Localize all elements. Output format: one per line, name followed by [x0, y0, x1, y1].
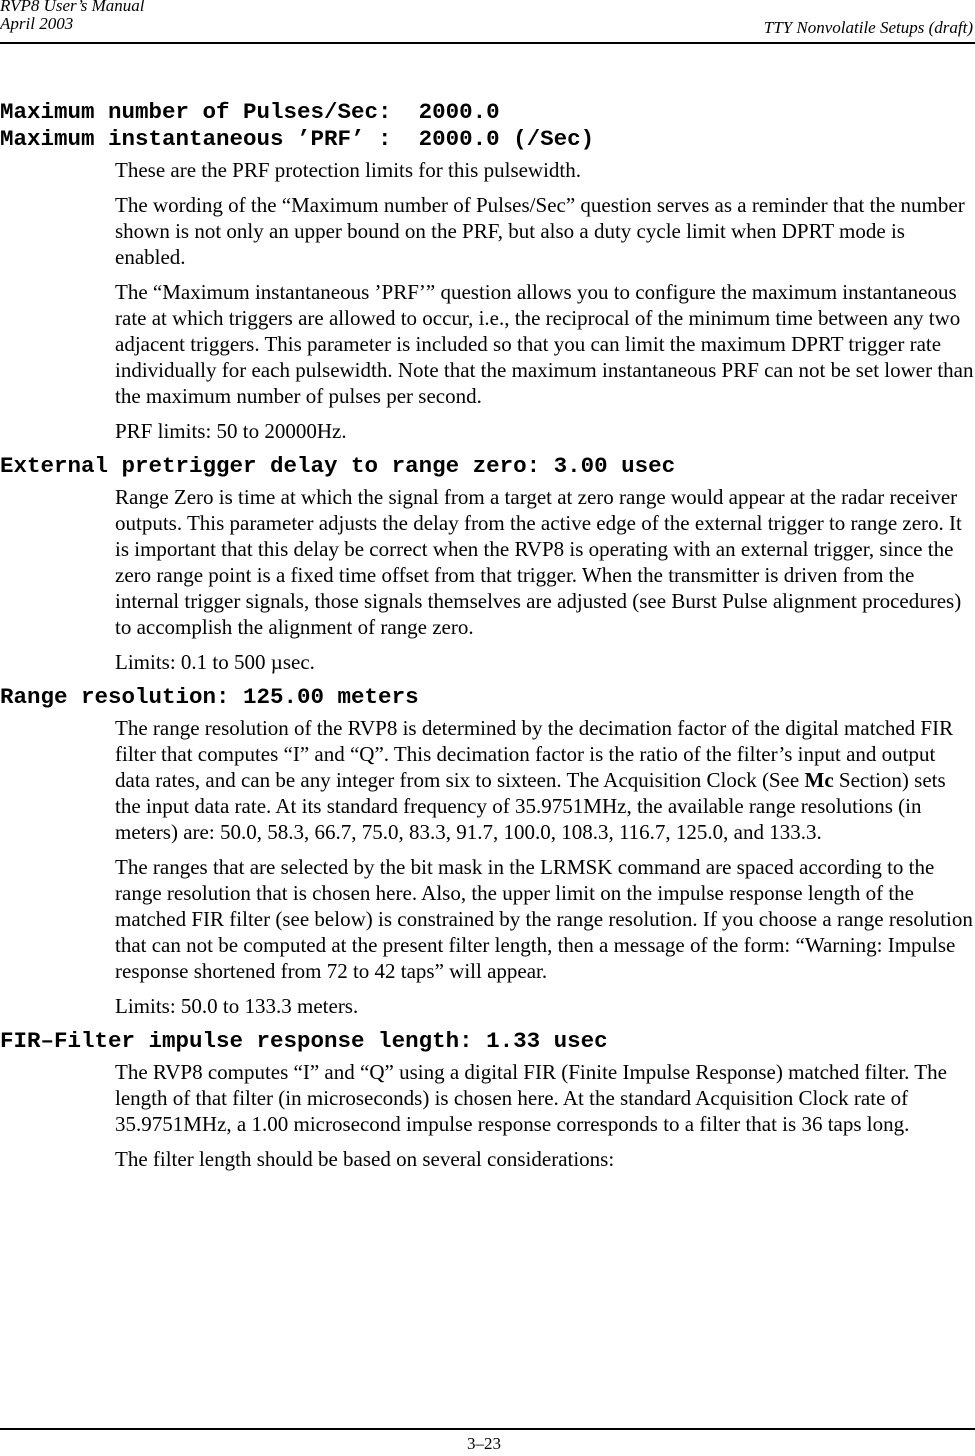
paragraph — [115, 715, 975, 845]
section-range-resolution — [0, 684, 975, 1019]
section-fir-filter — [0, 1028, 975, 1172]
paragraph-text: The range resolution of the RVP8 is determined by the decimation factor of the digital matched FIR filter that computes “I” and “Q”. This decimation factor is the ratio of the filter’s input and output data rates, and can be any integer from six to sixteen. The Acquisition Clock (See — [115, 716, 954, 792]
section-pretrigger — [0, 453, 975, 675]
header-date: April 2003 — [0, 14, 74, 33]
page-header — [0, 0, 975, 46]
header-manual-info — [0, 0, 145, 33]
paragraph: PRF limits: 50 to 20000Hz. — [115, 419, 347, 443]
section-heading: Range resolution: 125.00 meters — [0, 684, 419, 710]
page-number: 3–23 — [467, 1434, 501, 1453]
section-heading: Maximum number of Pulses/Sec: 2000.0 — [0, 99, 500, 125]
paragraph: The RVP8 computes “I” and “Q” using a digital FIR (Finite Impulse Response) matched filter. The length of that filter (in microseconds) is chosen here. At the standard Acquisition Clock rate of 35.9751MHz, a 1.00 microsecond impulse response corresponds to a filter that is 36 taps long. — [115, 1060, 947, 1136]
paragraph: The “Maximum instantaneous ’PRF’” question allows you to configure the maximum instantaneous rate at which triggers are allowed to occur, i.e., the reciprocal of the minimum time between any two adjacent triggers. This parameter is included so that you can limit the maximum DPRT trigger rate individually for each pulsewidth. Note that the maximum instantaneous PRF can not be set lower than the maximum number of pulses per second. — [115, 280, 974, 408]
header-manual-title: RVP8 User’s Manual — [0, 0, 145, 15]
paragraph: Limits: 50.0 to 133.3 meters. — [115, 994, 359, 1018]
section-heading: External pretrigger delay to range zero: 3.00 usec — [0, 453, 676, 479]
document-body — [0, 99, 975, 1181]
section-pulses — [0, 99, 975, 444]
paragraph: The filter length should be based on several considerations: — [115, 1147, 615, 1171]
paragraph: The ranges that are selected by the bit mask in the LRMSK command are spaced according to the range resolution that is chosen here. Also, the upper limit on the impulse response length of the matched FIR filter (see below) is constrained by the range resolution. If you choose a range resolution that can not be computed at the present filter length, then a message of the form: “Warning: Impulse response shortened from 72 to 42 taps” will appear. — [115, 855, 973, 983]
header-divider — [0, 42, 975, 44]
command-name: Mc — [804, 768, 834, 792]
paragraph-text: Section) sets the input data rate. At its standard frequency of 35.9751MHz, the available range resolutions (in meters) are: 50.0, 58.3, 66.7, 75.0, 83.3, 91.7, 100.0, 108.3, 116.7, 125.0, and 133.3. — [115, 768, 946, 844]
section-heading: Maximum instantaneous ’PRF’ : 2000.0 (/Sec) — [0, 126, 595, 152]
footer-divider — [0, 1428, 975, 1430]
section-heading: FIR–Filter impulse response length: 1.33 usec — [0, 1028, 608, 1054]
paragraph: The wording of the “Maximum number of Pulses/Sec” question serves as a reminder that the number shown is not only an upper bound on the PRF, but also a duty cycle limit when DPRT mode is enabled. — [115, 193, 965, 269]
header-chapter-title: TTY Nonvolatile Setups (draft) — [763, 18, 973, 37]
paragraph: Range Zero is time at which the signal from a target at zero range would appear at the radar receiver outputs. This parameter adjusts the delay from the active edge of the external trigger to range zero. It is important that this delay be correct when the RVP8 is operating with an external trigger, since the zero range point is a fixed time offset from that trigger. When the transmitter is driven from the internal trigger signals, those signals themselves are adjusted (see Burst Pulse alignment procedures) to accomplish the alignment of range zero. — [115, 485, 962, 639]
paragraph: These are the PRF protection limits for this pulsewidth. — [115, 158, 582, 182]
paragraph: Limits: 0.1 to 500 µsec. — [115, 650, 315, 674]
